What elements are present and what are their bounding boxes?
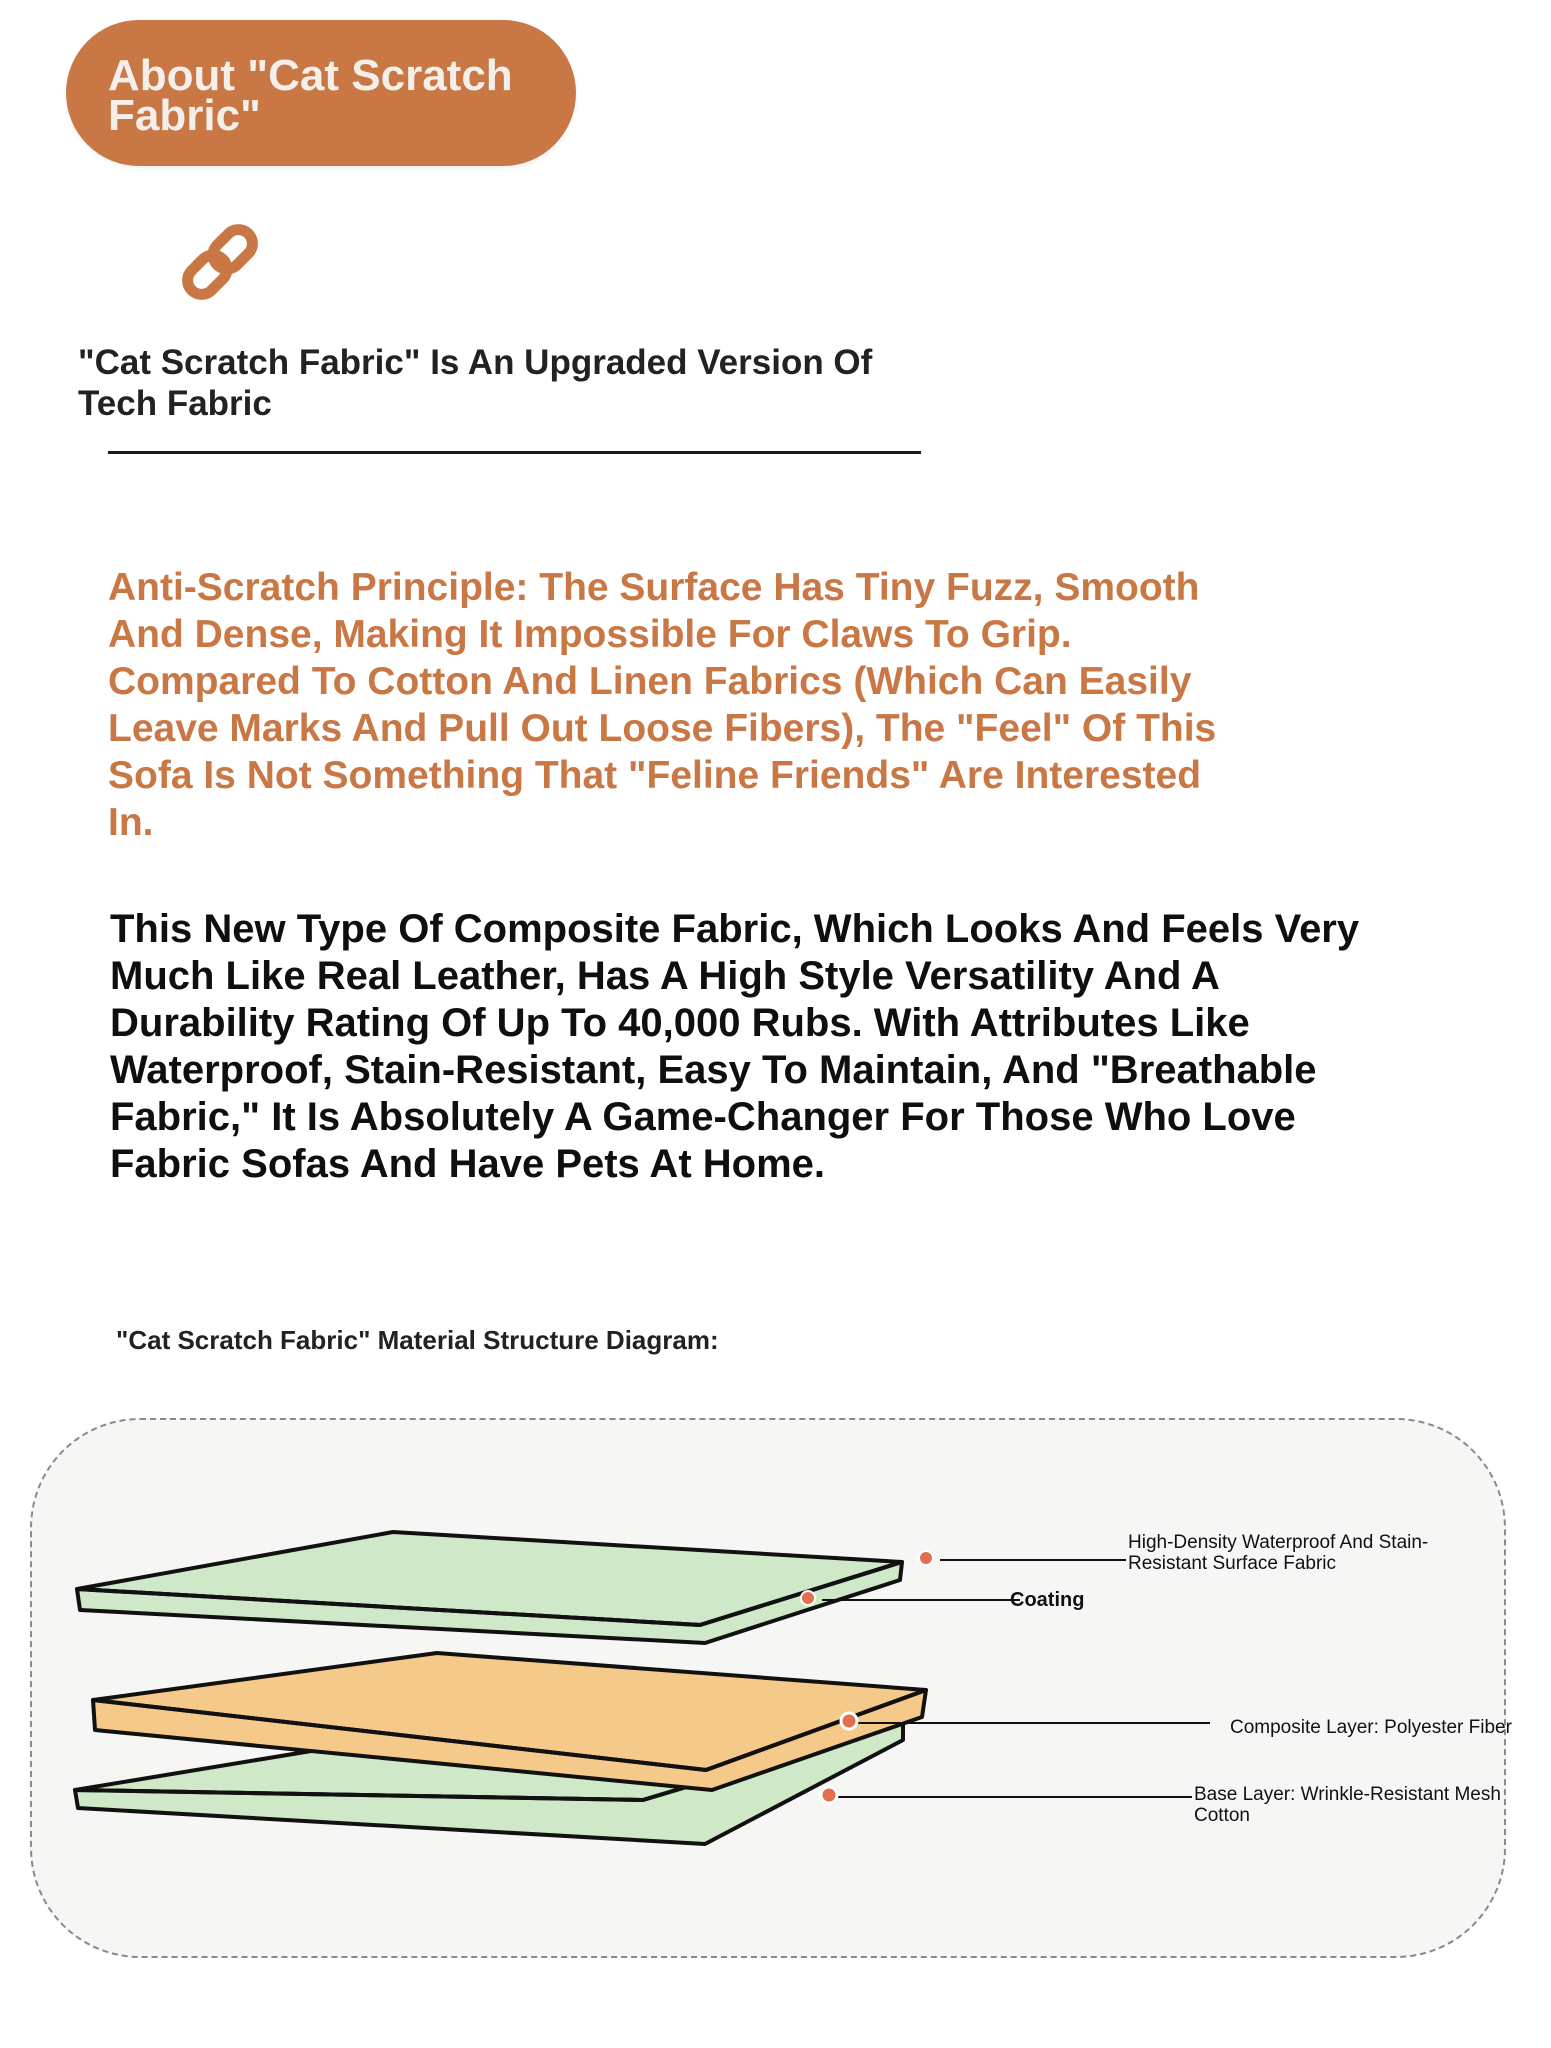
section-divider bbox=[108, 451, 921, 454]
about-badge bbox=[66, 20, 576, 166]
surface-layer-label: High-Density Waterproof And Stain-Resistant Surface Fabric bbox=[1128, 1532, 1429, 1574]
description-paragraph: This New Type Of Composite Fabric, Which Looks And Feels Very Much Like Real Leather, Has A High Style Versatility And A Durability Rating Of Up To 40,000 Rubs. With Attributes Like Waterproof, Stain-Resistant, Easy To Maintain, And "Breathable Fabric," It Is Absolutely A Game-Changer For Those Who Love Fabric Sofas And Have Pets At Home. bbox=[110, 907, 1360, 1186]
anti-scratch-paragraph: Anti-Scratch Principle: The Surface Has Tiny Fuzz, Smooth And Dense, Making It Impossible For Claws To Grip. Compared To Cotton And Linen Fabrics (Which Can Easily Leave Marks And Pull Out Loose Fibers), The "Feel" Of This Sofa Is Not Something That "Feline Friends" Are Interested In. bbox=[108, 566, 1217, 844]
page-subtitle: "Cat Scratch Fabric" Is An Upgraded Version Of Tech Fabric bbox=[78, 343, 873, 423]
base-layer-label: Base Layer: Wrinkle-Resistant Mesh Cotton bbox=[1194, 1784, 1501, 1826]
diagram-container bbox=[30, 1418, 1506, 1958]
diagram-title: "Cat Scratch Fabric" Material Structure Diagram: bbox=[116, 1325, 719, 1355]
composite-layer-label: Composite Layer: Polyester Fiber bbox=[1230, 1717, 1512, 1738]
link-icon bbox=[170, 212, 270, 312]
about-badge-title: About "Cat Scratch Fabric" bbox=[108, 51, 513, 140]
coating-label: Coating bbox=[1010, 1589, 1085, 1611]
